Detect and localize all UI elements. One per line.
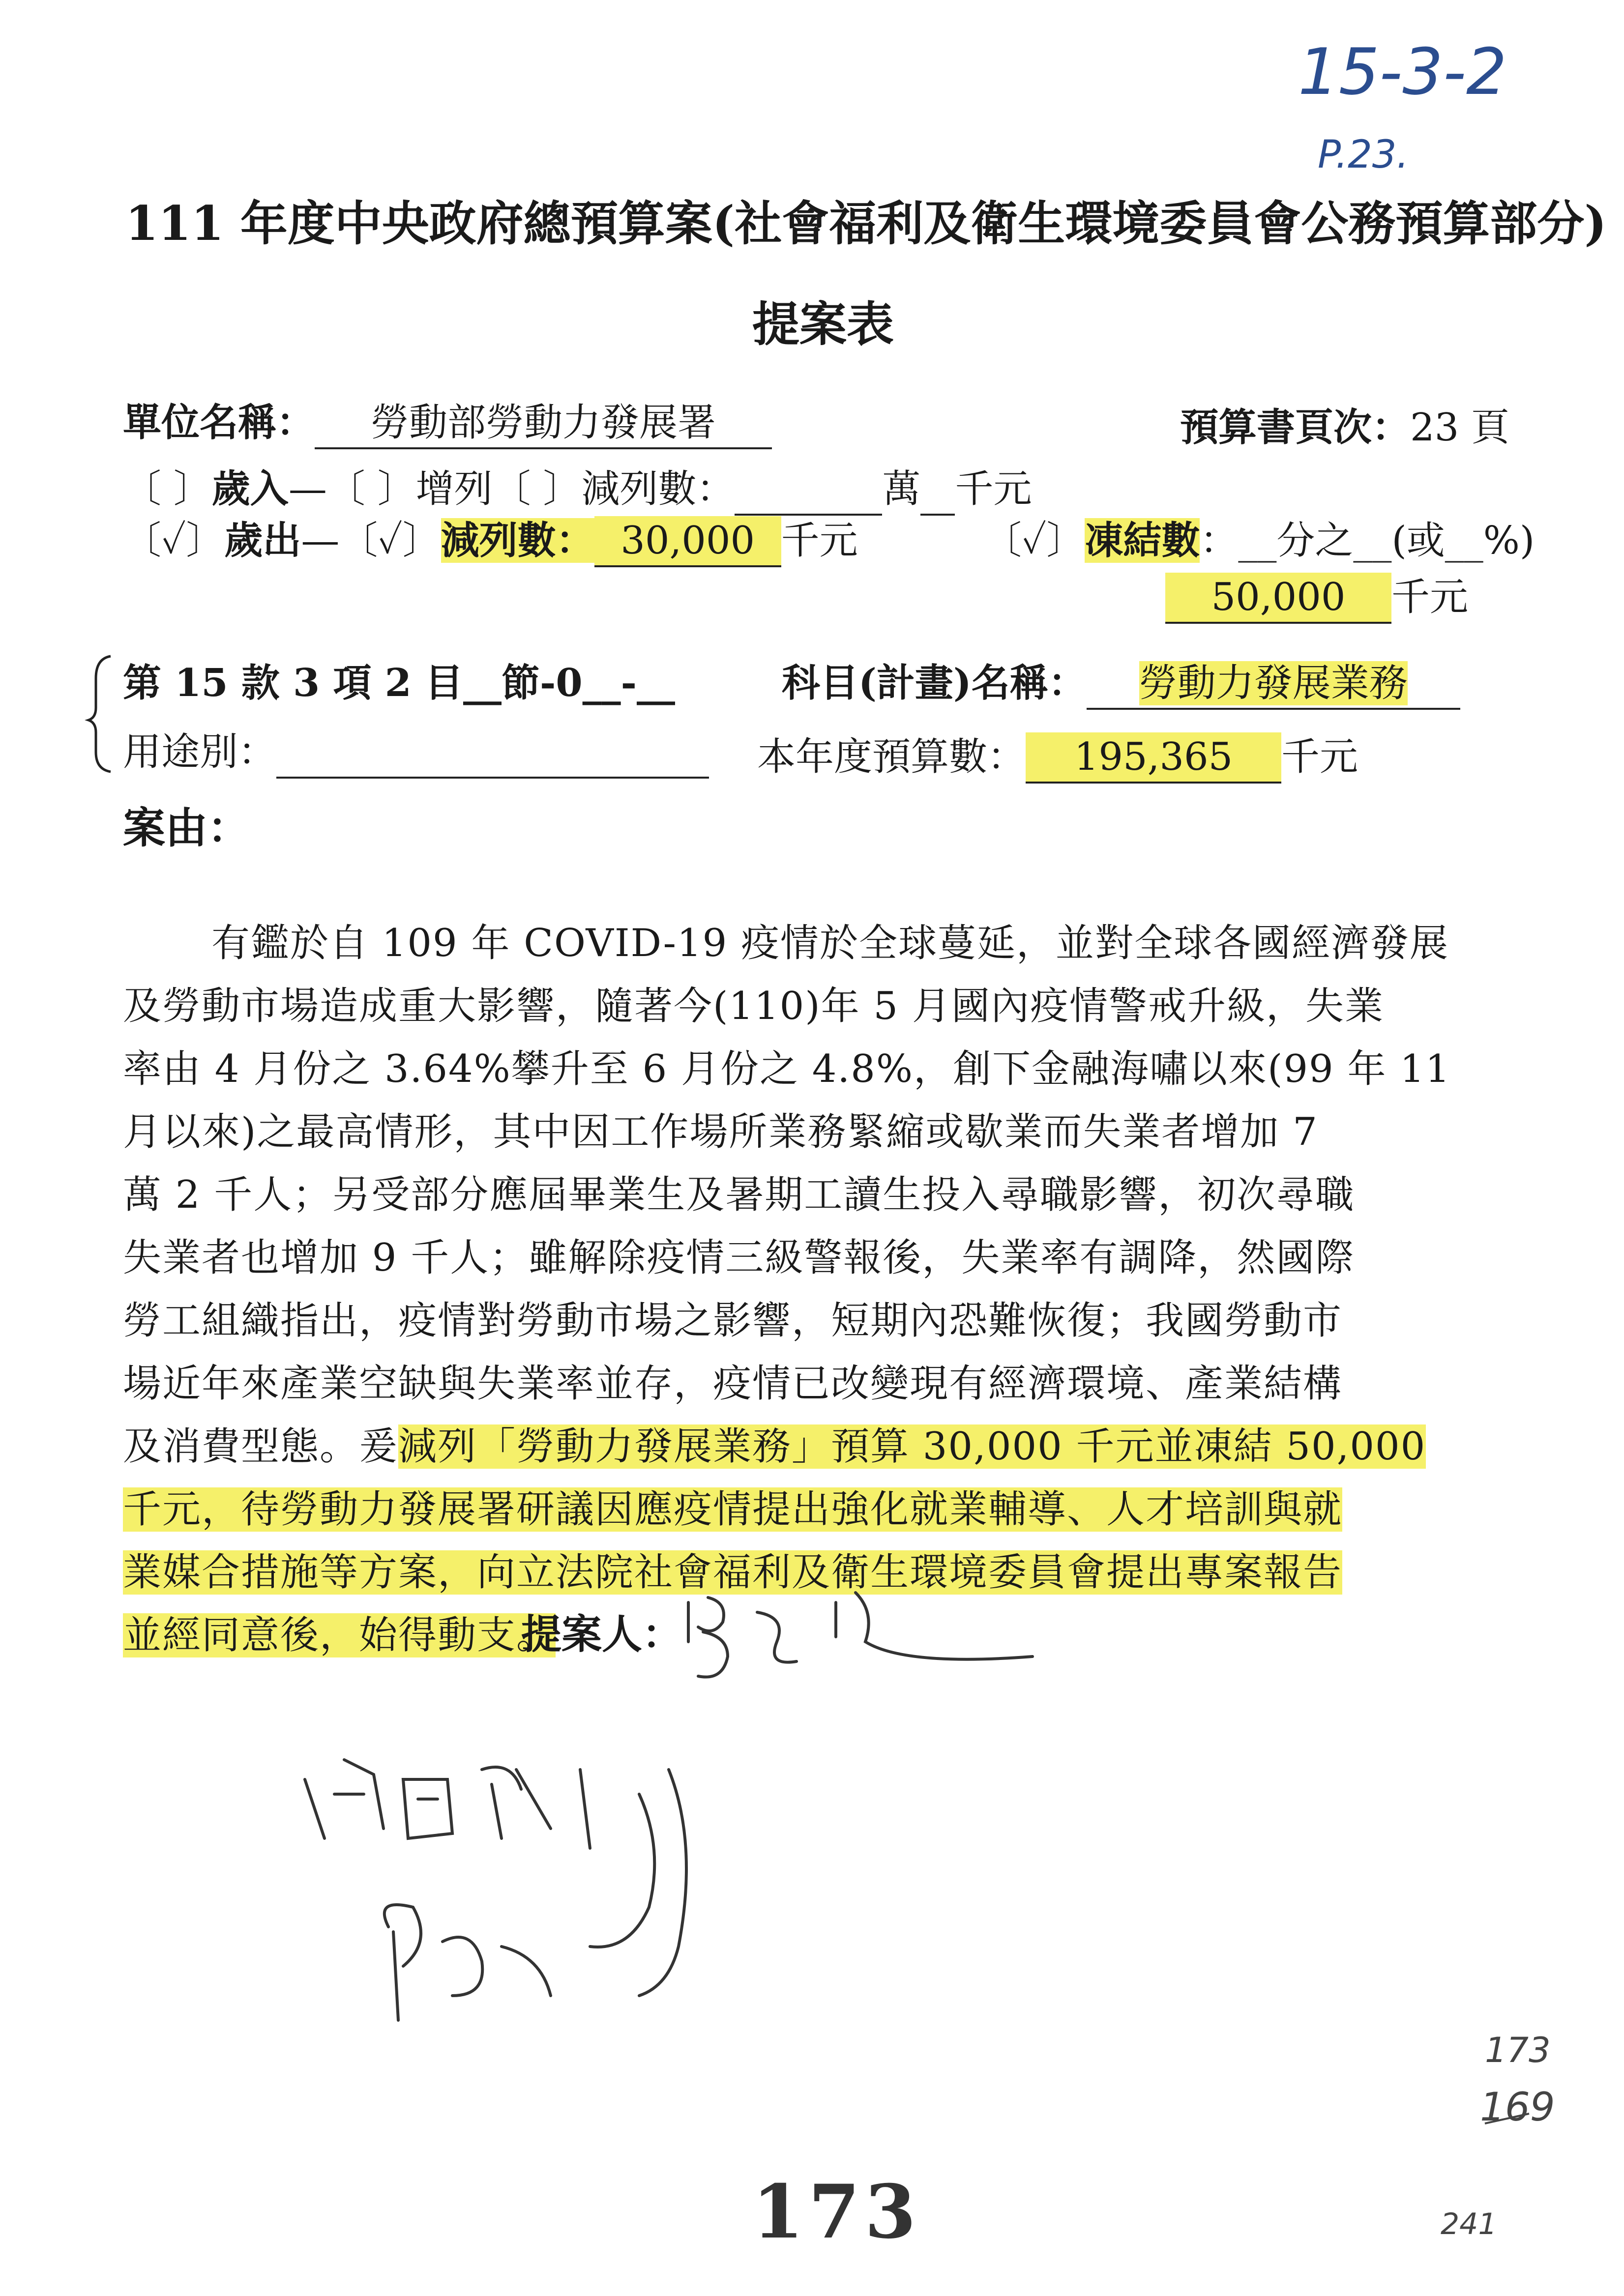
reason-line: 勞工組織指出，疫情對勞動市場之影響，短期內恐難恢復；我國勞動市	[123, 1299, 1343, 1343]
budget-page-label: 預算書頁次：	[1180, 405, 1411, 450]
reason-line: 及勞動市場造成重大影響，隨著今(110)年 5 月國內疫情警戒升級，失業	[123, 984, 1384, 1028]
expense-reduce-value: 30,000	[594, 516, 781, 567]
expense-checkbox: 〔✓〕	[123, 519, 225, 563]
freeze-amount-unit: 千元	[1391, 575, 1469, 619]
expense-reduce-label: 減列數：	[441, 518, 594, 563]
freeze-fraction-text: ：__分之__(或__%)	[1200, 519, 1535, 563]
reason-line: 月以來)之最高情形，其中因工作場所業務緊縮或歇業而失業者增加 7	[123, 1110, 1318, 1154]
corner-note-1: 173	[1485, 2030, 1551, 2070]
reason-line-highlight: 千元，待勞動力發展署研議因應疫情提出強化就業輔導、人才培訓與就	[123, 1487, 1343, 1532]
reason-line: 場近年來產業空缺與失業率並存，疫情已改變現有經濟環境、產業結構	[123, 1362, 1343, 1406]
form-subtitle: 提案表	[752, 296, 894, 352]
reason-line-highlight: 業媒合措施等方案，向立法院社會福利及衛生環境委員會提出專案報告	[123, 1550, 1343, 1595]
document-title: 111 年度中央政府總預算案(社會福利及衛生環境委員會公務預算部分)	[125, 196, 1607, 251]
expense-reduce-unit: 千元	[781, 519, 858, 563]
reason-line-highlight: 減列「勞動力發展業務」預算 30,000 千元並凍結 50,000	[398, 1424, 1426, 1469]
handwritten-file-number: 15-3-2	[1298, 34, 1507, 109]
revenue-dash: —	[288, 467, 327, 511]
item-section-text: 第 15 款 3 項 2 目__節-0__-__	[123, 661, 676, 705]
freeze-label: 凍結數	[1085, 518, 1200, 563]
budget-unit: 千元	[1281, 735, 1358, 779]
expense-dash: —	[301, 519, 340, 563]
cosigner-signature-2	[384, 1770, 686, 2020]
revenue-increase-checkbox: 〔 〕	[326, 467, 416, 511]
reason-line-highlight: 並經同意後，始得動支。	[123, 1613, 556, 1657]
subject-value-text: 勞動力發展業務	[1139, 661, 1408, 705]
reason-line: 萬 2 千人；另受部分應屆畢業生及暑期工讀生投入尋職影響，初次尋職	[123, 1173, 1355, 1217]
reason-line: 有鑑於自 109 年 COVID-19 疫情於全球蔓延，並對全球各國經濟發展	[211, 921, 1449, 965]
budget-label: 本年度預算數：	[757, 735, 1026, 779]
revenue-decrease-label: 減列數：	[581, 467, 735, 511]
revenue-unit-wan: 萬	[882, 467, 921, 511]
freeze-checkbox: 〔✓〕	[983, 519, 1085, 563]
proposer-signature	[688, 1593, 1033, 1677]
revenue-checkbox: 〔 〕	[123, 467, 212, 511]
reason-line-start: 及消費型態。爰	[123, 1424, 399, 1469]
item-bracket	[89, 656, 111, 772]
revenue-increase-label: 增列	[415, 467, 493, 511]
reason-line: 失業者也增加 9 千人；雖解除疫情三級警報後，失業率有調降，然國際	[123, 1236, 1355, 1280]
unit-name-field: 勞動部勞動力發展署	[315, 398, 772, 449]
cosigner-signature-1	[305, 1760, 590, 1848]
handwritten-page-reference: P.23.	[1318, 133, 1409, 177]
unit-label: 單位名稱：	[123, 400, 315, 445]
freeze-amount-value: 50,000	[1165, 573, 1391, 624]
reason-line: 率由 4 月份之 3.64%攀升至 6 月份之 4.8%，創下金融海嘯以來(99 年 11	[123, 1047, 1451, 1091]
revenue-unit-thousand: 千元	[955, 467, 1032, 511]
expense-label: 歲出	[224, 518, 301, 563]
budget-page-value: 23 頁	[1410, 406, 1510, 450]
revenue-label: 歲入	[211, 466, 289, 511]
corner-note-2: 169	[1480, 2084, 1555, 2130]
reason-label: 案由：	[123, 803, 250, 853]
proposer-label: 提案人：	[521, 1611, 683, 1658]
subject-label: 科目(計畫)名稱：	[782, 661, 1087, 705]
corner-note-3: 241	[1441, 2207, 1497, 2241]
page-number: 173	[752, 2169, 921, 2255]
purpose-label: 用途別：	[123, 730, 277, 774]
budget-value: 195,365	[1026, 732, 1281, 784]
revenue-decrease-checkbox: 〔 〕	[492, 467, 582, 511]
expense-reduce-checkbox: 〔✓〕	[339, 519, 441, 563]
